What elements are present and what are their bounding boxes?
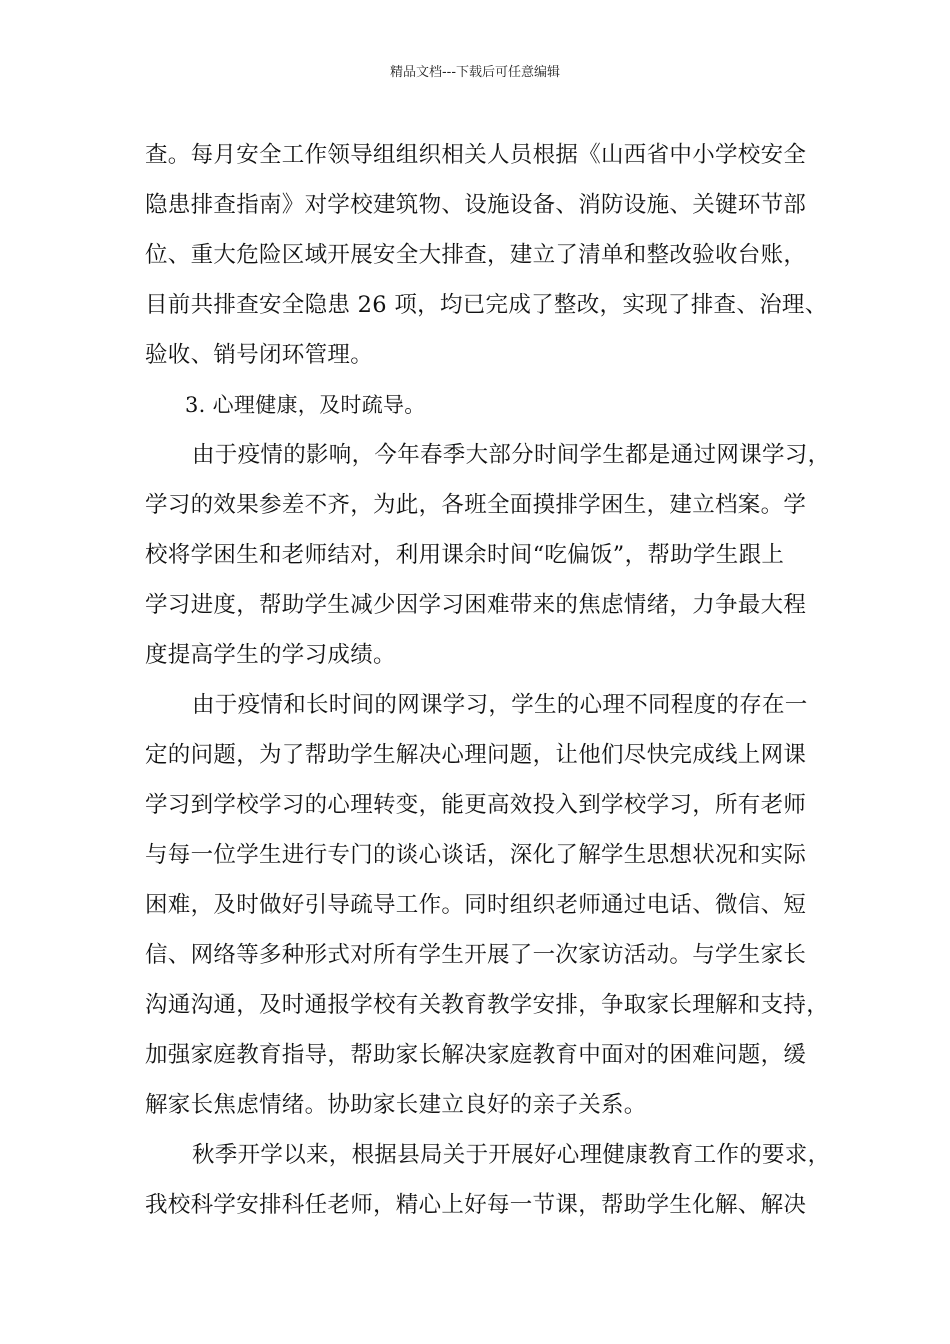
text-line: 解家长焦虑情绪。协助家长建立良好的亲子关系。: [145, 1092, 647, 1118]
paragraph-start: 由于疫情和长时间的网课学习，学生的心理不同程度的存在一: [192, 692, 808, 718]
text-line: 目前共排查安全隐患 26 项，均已完成了整改，实现了排查、治理、: [145, 292, 828, 318]
text-line: 我校科学安排科任老师，精心上好每一节课，帮助学生化解、解决: [145, 1192, 807, 1218]
text-line: 加强家庭教育指导，帮助家长解决家庭教育中面对的困难问题，缓: [145, 1042, 807, 1068]
text-line: 隐患排查指南》对学校建筑物、设施设备、消防设施、关键环节部: [145, 192, 807, 218]
page-header: 精品文档---下载后可任意编辑: [389, 65, 561, 80]
paragraph-start: 秋季开学以来，根据县局关于开展好心理健康教育工作的要求，: [192, 1142, 831, 1168]
text-line: 位、重大危险区域开展安全大排查，建立了清单和整改验收台账，: [145, 242, 807, 268]
text-line: 查。每月安全工作领导组组织相关人员根据《山西省中小学校安全: [145, 142, 807, 168]
text-line: 定的问题，为了帮助学生解决心理问题，让他们尽快完成线上网课: [145, 742, 807, 768]
paragraph-start: 由于疫情的影响，今年春季大部分时间学生都是通过网课学习，: [192, 442, 831, 468]
text-line: 验收、销号闭环管理。: [145, 342, 374, 368]
text-line: 信、网络等多种形式对所有学生开展了一次家访活动。与学生家长: [145, 942, 807, 968]
text-line: 困难，及时做好引导疏导工作。同时组织老师通过电话、微信、短: [145, 892, 807, 918]
document-body: [145, 130, 831, 1230]
text-line: 校将学困生和老师结对，利用课余时间“吃偏饭”，帮助学生跟上: [145, 542, 785, 568]
text-line: 沟通沟通，及时通报学校有关教育教学安排，争取家长理解和支持，: [145, 992, 830, 1018]
text-line: 与每一位学生进行专门的谈心谈话，深化了解学生思想状况和实际: [145, 842, 807, 868]
section-heading: 3. 心理健康，及时疏导。: [185, 393, 426, 417]
text-line: 度提高学生的学习成绩。: [145, 642, 396, 668]
text-line: 学习进度，帮助学生减少因学习困难带来的焦虑情绪，力争最大程: [145, 592, 807, 618]
text-line: 学习到学校学习的心理转变，能更高效投入到学校学习，所有老师: [145, 792, 807, 818]
text-line: 学习的效果参差不齐，为此，各班全面摸排学困生，建立档案。学: [145, 492, 807, 518]
